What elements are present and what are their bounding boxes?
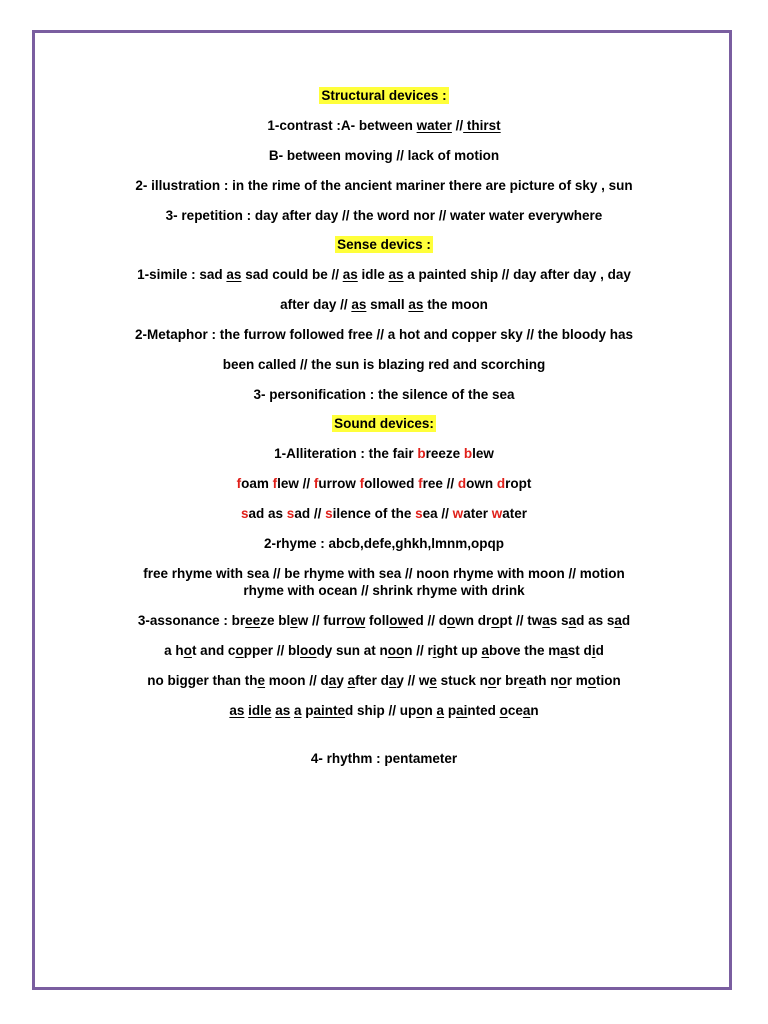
sound-line-4: 2-rhyme : abcb,defe,ghkh,lmnm,opqp [263,536,505,551]
assonance-line-2: a hot and copper // bloody sun at noon // right up above the mast did [164,643,604,658]
heading-sense-devices: Sense devics : [337,237,431,252]
sound-line-3: sad as sad // silence of the sea // water water [241,506,527,521]
sense-line-3: 2-Metaphor : the furrow followed free // a hot and copper sky // the bloody has [134,327,634,342]
sense-line-4: been called // the sun is blazing red and scorching [222,357,546,372]
assonance-line-1: 3-assonance : breeze blew // furrow followed // down dropt // twas sad as sad [137,613,631,628]
sound-line-2: foam flew // furrow followed free // down dropt [236,476,532,491]
sound-line-6: rhyme with ocean // shrink rhyme with drink [243,583,525,598]
structural-line-1: 1-contrast :A- between water // thirst [267,118,501,133]
sound-line-1: 1-Alliteration : the fair breeze blew [274,446,494,461]
sound-line-5: free rhyme with sea // be rhyme with sea // noon rhyme with moon // motion [143,566,625,581]
structural-line-4: 3- repetition : day after day // the word nor // water water everywhere [165,208,603,223]
rhythm-line: 4- rhythm : pentameter [310,751,458,766]
sense-line-2: after day // as small as the moon [280,297,488,312]
heading-structural-devices: Structural devices : [321,88,447,103]
sense-line-1: 1-simile : sad as sad could be // as idle as a painted ship // day after day , day [137,267,631,282]
assonance-line-4: as idle as a painted ship // upon a painted ocean [229,703,539,718]
heading-sound-devices: Sound devices: [334,416,434,431]
sense-line-5: 3- personification : the silence of the sea [253,387,515,402]
structural-line-3: 2- illustration : in the rime of the ancient mariner there are picture of sky , sun [135,178,633,193]
assonance-line-3: no bigger than the moon // day after day // we stuck nor breath nor motion [147,673,621,688]
structural-line-2: B- between moving // lack of motion [268,148,500,163]
